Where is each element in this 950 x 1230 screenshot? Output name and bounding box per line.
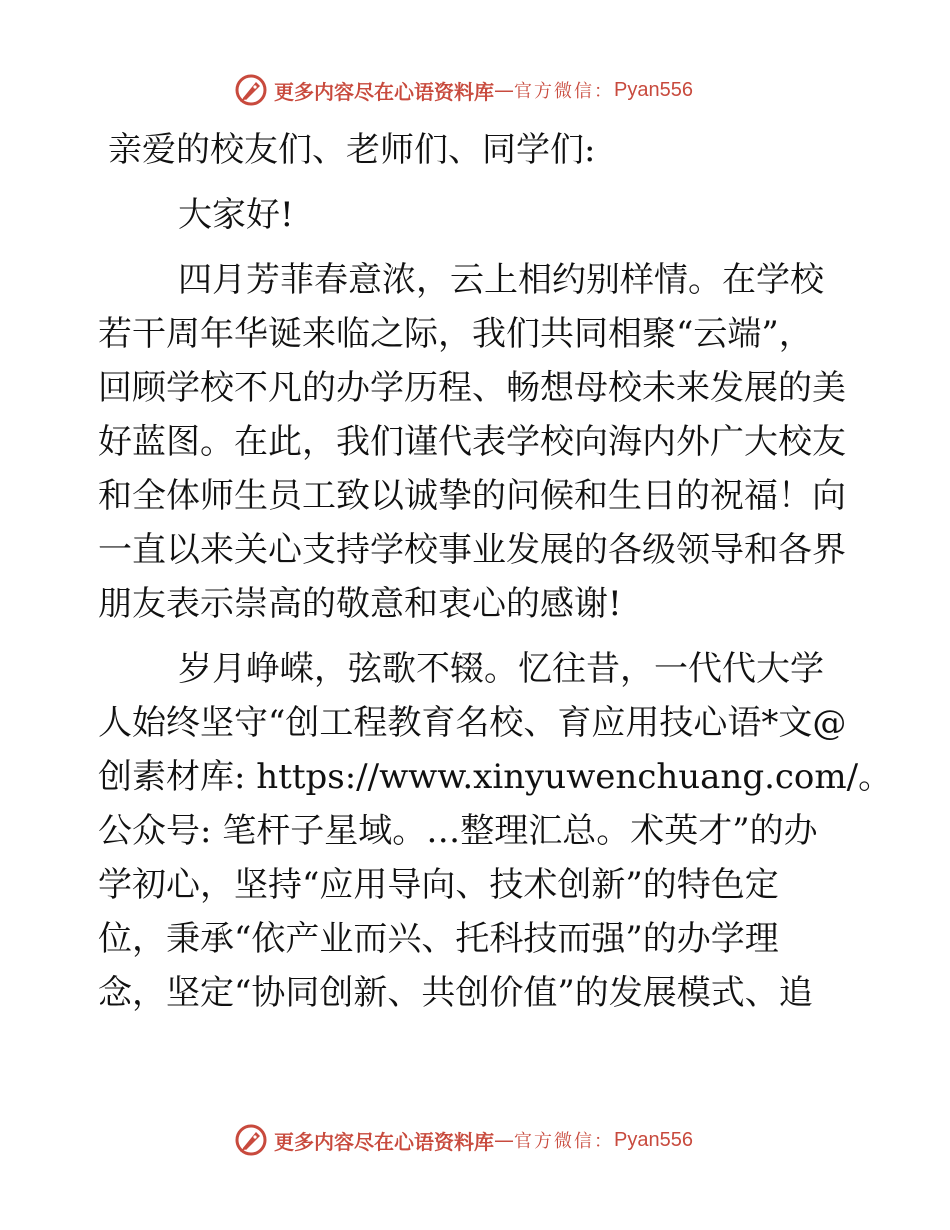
watermark-dash: — bbox=[494, 1128, 514, 1152]
watermark-text: 更多内容尽在心语资料库 bbox=[274, 79, 494, 104]
salutation: 亲爱的校友们、老师们、同学们: bbox=[108, 130, 596, 170]
paragraph-line: 回顾学校不凡的办学历程、畅想母校未来发展的美 bbox=[98, 368, 846, 408]
paragraph-line-url: 创素材库: https://www.xinyuwenchuang.com/。 bbox=[98, 757, 893, 797]
header-watermark-banner bbox=[234, 70, 714, 110]
watermark-wechat-id: Pyan556 bbox=[614, 1128, 693, 1151]
paragraph-line: 若干周年华诞来临之际，我们共同相聚“云端”， bbox=[98, 314, 813, 354]
pen-nib-logo-icon bbox=[234, 73, 268, 107]
paragraph-line: 公众号: 笔杆子星域。…整理汇总。术英才”的办 bbox=[98, 811, 818, 851]
paragraph-line: 四月芳菲春意浓，云上相约别样情。在学校 bbox=[178, 260, 824, 300]
paragraph-2 bbox=[98, 642, 893, 1020]
paragraph-line: 和全体师生员工致以诚挚的问候和生日的祝福！向 bbox=[98, 476, 846, 516]
watermark-dash: — bbox=[494, 78, 514, 102]
watermark-wechat-id: Pyan556 bbox=[614, 78, 693, 101]
document-body bbox=[98, 123, 893, 1020]
paragraph-line: 人始终坚守“创工程教育名校、育应用技心语*文@ bbox=[98, 703, 847, 743]
paragraph-line: 位，秉承“依产业而兴、托科技而强”的办学理 bbox=[98, 919, 779, 959]
watermark-text: 更多内容尽在心语资料库 bbox=[274, 1129, 494, 1154]
paragraph-line: 好蓝图。在此，我们谨代表学校向海内外广大校友 bbox=[98, 422, 846, 462]
paragraph-line: 朋友表示崇高的敬意和衷心的感谢! bbox=[98, 584, 622, 624]
footer-watermark-banner bbox=[234, 1120, 714, 1160]
watermark-wechat-label: 官方微信： bbox=[514, 1131, 614, 1152]
paragraph-line: 一直以来关心支持学校事业发展的各级领导和各界 bbox=[98, 530, 846, 570]
watermark-wechat-label: 官方微信： bbox=[514, 81, 614, 102]
paragraph-line: 学初心，坚持“应用导向、技术创新”的特色定 bbox=[98, 865, 779, 905]
greeting: 大家好! bbox=[178, 195, 294, 235]
pen-nib-logo-icon bbox=[234, 1123, 268, 1157]
paragraph-line: 岁月峥嵘，弦歌不辍。忆往昔，一代代大学 bbox=[178, 649, 824, 689]
paragraph-1 bbox=[98, 253, 858, 631]
paragraph-line: 念，坚定“协同创新、共创价值”的发展模式、追 bbox=[98, 973, 813, 1013]
